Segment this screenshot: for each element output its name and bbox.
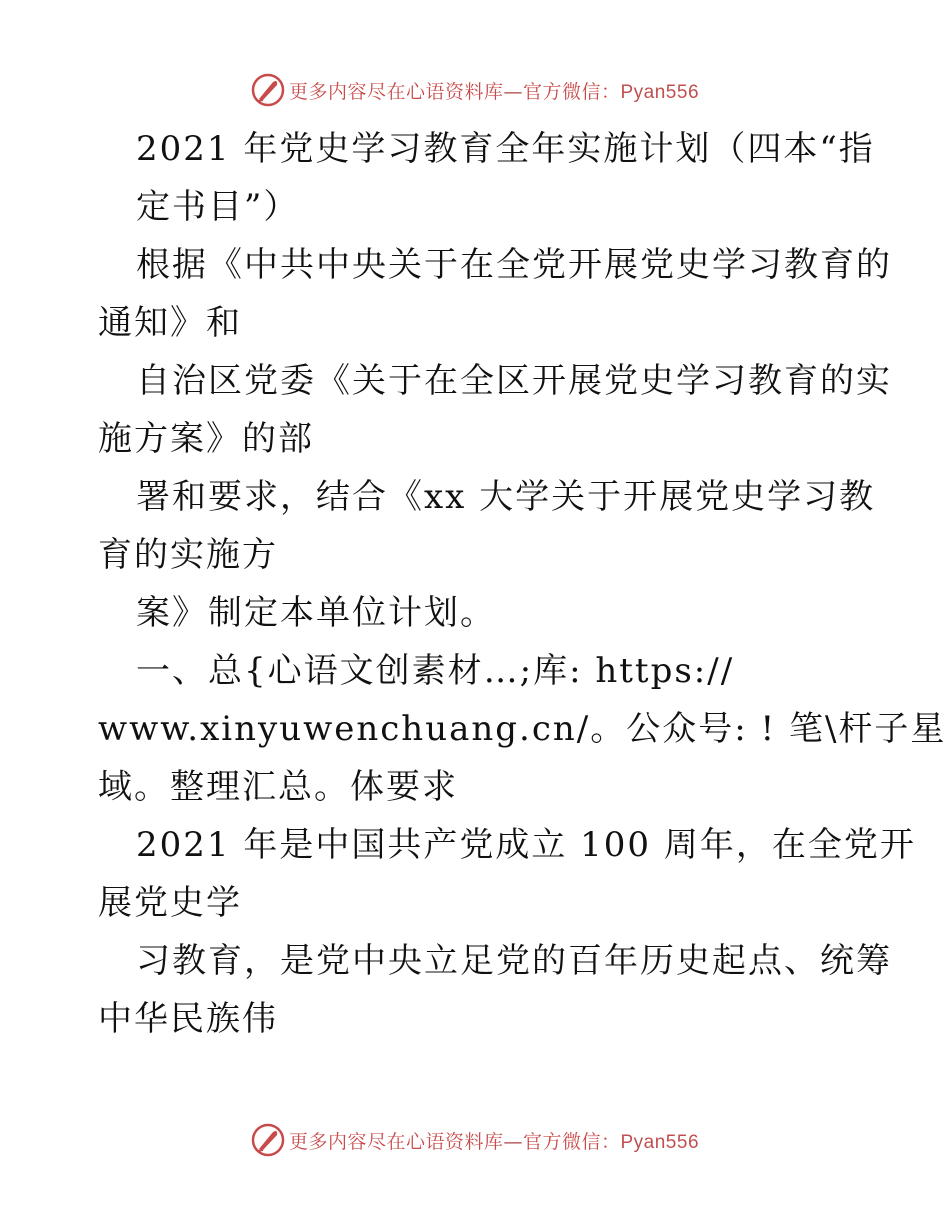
document-line: 中华民族伟 xyxy=(98,999,278,1039)
footer-watermark-banner xyxy=(0,1120,950,1160)
document-line: 2021 年党史学习教育全年实施计划（四本“指 xyxy=(136,129,875,169)
quill-pen-logo-icon xyxy=(251,1123,285,1157)
watermark-site-text: 更多内容尽在心语资料库 xyxy=(288,1130,504,1153)
document-line: 施方案》的部 xyxy=(98,419,314,459)
watermark-dash: — xyxy=(503,1130,523,1153)
document-line: 通知》和 xyxy=(98,303,242,343)
document-line: 定书目”） xyxy=(136,187,300,227)
document-body xyxy=(98,120,947,1048)
document-line: 自治区党委《关于在全区开展党史学习教育的实 xyxy=(136,361,892,401)
watermark-wechat-label: 官方微信： xyxy=(522,1130,621,1153)
watermark-wechat-id: Pyan556 xyxy=(620,81,700,103)
watermark-text xyxy=(289,77,699,104)
watermark-site-text: 更多内容尽在心语资料库 xyxy=(288,80,504,103)
quill-pen-logo-icon xyxy=(251,73,285,107)
watermark-dash: — xyxy=(503,80,523,103)
document-line: 习教育，是党中央立足党的百年历史起点、统筹 xyxy=(136,941,892,981)
header-watermark-banner xyxy=(0,70,950,110)
document-line: 署和要求，结合《xx 大学关于开展党史学习教 xyxy=(136,477,876,517)
document-line: 域。整理汇总。体要求 xyxy=(98,767,458,807)
document-line: 案》制定本单位计划。 xyxy=(136,593,496,633)
document-line: 根据《中共中央关于在全党开展党史学习教育的 xyxy=(136,245,892,285)
document-line: 一、总{心语文创素材…;库: https:// xyxy=(136,651,735,691)
document-line: 展党史学 xyxy=(98,883,242,923)
document-line: www.xinyuwenchuang.cn/。公众号: ! 笔\杆子星 xyxy=(98,709,947,749)
watermark-wechat-label: 官方微信： xyxy=(522,80,621,103)
document-line: 2021 年是中国共产党成立 100 周年，在全党开 xyxy=(136,825,916,865)
document-line: 育的实施方 xyxy=(98,535,278,575)
watermark-wechat-id: Pyan556 xyxy=(620,1131,700,1153)
watermark-text xyxy=(289,1127,699,1154)
